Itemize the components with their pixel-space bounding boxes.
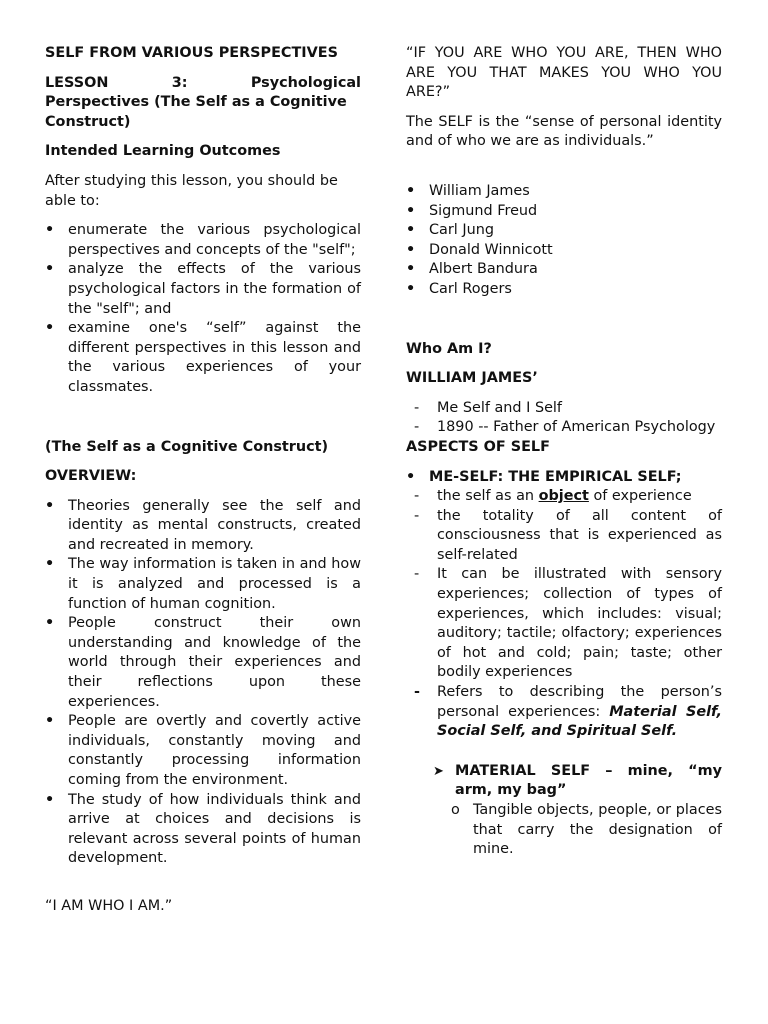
opening-quote: “IF YOU ARE WHO YOU ARE, THEN WHO ARE YOU THAT MAKES YOU WHO YOU ARE?” xyxy=(406,45,722,101)
material-self-item xyxy=(406,801,722,860)
ilo-intro: After studying this lesson, you should be able to: xyxy=(45,172,338,209)
list-item: • Albert Bandura xyxy=(406,260,722,280)
list-item-text-post: of experience xyxy=(588,488,692,505)
section-heading: (The Self as a Cognitive Construct) xyxy=(45,438,329,455)
list-item: • William James xyxy=(406,182,722,202)
who-am-i-heading: Who Am I? xyxy=(406,340,492,357)
list-item-text-pre: Refers to describing the person’s personal experiences: xyxy=(437,684,722,720)
list-item xyxy=(406,507,722,566)
list-item-text: the totality of all content of consciousness that is experienced as self-related xyxy=(437,507,722,563)
aspects-heading: ASPECTS OF SELF xyxy=(406,438,550,455)
list-item xyxy=(406,418,722,438)
lesson-line-3: Construct) xyxy=(45,113,131,130)
list-item: • People construct their own understanding and knowledge of the world through their experiences and their reflections upon these experiences. xyxy=(45,614,361,712)
list-item: • examine one's “self” against the different perspectives in this lesson and the various experiences of your classmates. xyxy=(45,319,361,397)
circle-marker: o xyxy=(451,802,460,818)
lesson-word: LESSON xyxy=(45,74,109,91)
lesson-line-2: Perspectives (The Self as a Cognitive xyxy=(45,94,347,111)
me-self-details xyxy=(406,487,722,742)
dash-marker: - xyxy=(414,507,420,524)
theorist-list xyxy=(406,182,722,300)
list-item xyxy=(406,683,722,742)
material-self-heading xyxy=(406,762,722,801)
william-james-heading: WILLIAM JAMES’ xyxy=(406,370,538,387)
list-item: • Carl Jung xyxy=(406,221,722,241)
self-definition: The SELF is the “sense of personal identity and of who we are as individuals.” xyxy=(406,113,722,150)
list-item: • enumerate the various psychological perspectives and concepts of the "self"; xyxy=(45,221,361,260)
material-self-text: MATERIAL SELF – mine, “my arm, my bag” xyxy=(455,762,722,799)
list-item: • The way information is taken in and how it is analyzed and processed is a function of human cognition. xyxy=(45,555,361,614)
me-self-heading: • ME-SELF: THE EMPIRICAL SELF; xyxy=(406,468,722,488)
dash-marker: - xyxy=(414,684,420,701)
arrow-bullet-icon: ➤ xyxy=(433,763,444,779)
overview-list xyxy=(45,497,361,869)
document-title: SELF FROM VARIOUS PERSPECTIVES xyxy=(45,45,338,61)
list-item-text: Me Self and I Self xyxy=(437,399,562,416)
lesson-number: 3: xyxy=(171,74,188,91)
list-item xyxy=(406,565,722,683)
list-item-text-pre: the self as an xyxy=(437,488,539,505)
me-self-list xyxy=(406,468,722,488)
ilo-list xyxy=(45,221,361,397)
list-item-text: Tangible objects, people, or places that carry the designation of mine. xyxy=(473,802,722,858)
list-item: • Donald Winnicott xyxy=(406,241,722,261)
dash-marker: - xyxy=(414,399,420,416)
right-column xyxy=(406,44,722,860)
emphasis-self-types: Material Self, Social Self, and Spiritual Self. xyxy=(437,703,722,740)
list-item xyxy=(406,487,722,507)
lesson-heading xyxy=(45,74,361,133)
list-item: • Carl Rogers xyxy=(406,280,722,300)
left-column xyxy=(45,44,361,917)
dash-marker: - xyxy=(414,419,420,436)
quote-i-am: “I AM WHO I AM.” xyxy=(45,897,173,914)
list-item: • Theories generally see the self and identity as mental constructs, created and recreated in memory. xyxy=(45,497,361,556)
william-james-list xyxy=(406,399,722,438)
dash-marker: - xyxy=(414,566,420,583)
lesson-topic-word: Psychological xyxy=(250,74,361,91)
overview-heading: OVERVIEW: xyxy=(45,468,137,485)
dash-marker: - xyxy=(414,488,420,505)
ilo-heading: Intended Learning Outcomes xyxy=(45,143,281,160)
list-item: • People are overtly and covertly active individuals, constantly moving and constantly processing information coming from the environment. xyxy=(45,712,361,790)
list-item xyxy=(406,399,722,419)
list-item: • analyze the effects of the various psychological factors in the formation of the "self"; and xyxy=(45,260,361,319)
list-item-text: It can be illustrated with sensory experiences; collection of types of experiences, which includes: visual; auditory; tactile; olfactory; experiences of hot and cold; pain; taste; other bodily experiences xyxy=(437,566,722,681)
list-item-text: 1890 -- Father of American Psychology xyxy=(437,419,716,436)
list-item: • Sigmund Freud xyxy=(406,202,722,222)
emphasis-object: object xyxy=(538,488,589,505)
list-item: • The study of how individuals think and arrive at choices and decisions is relevant across several points of human development. xyxy=(45,791,361,869)
